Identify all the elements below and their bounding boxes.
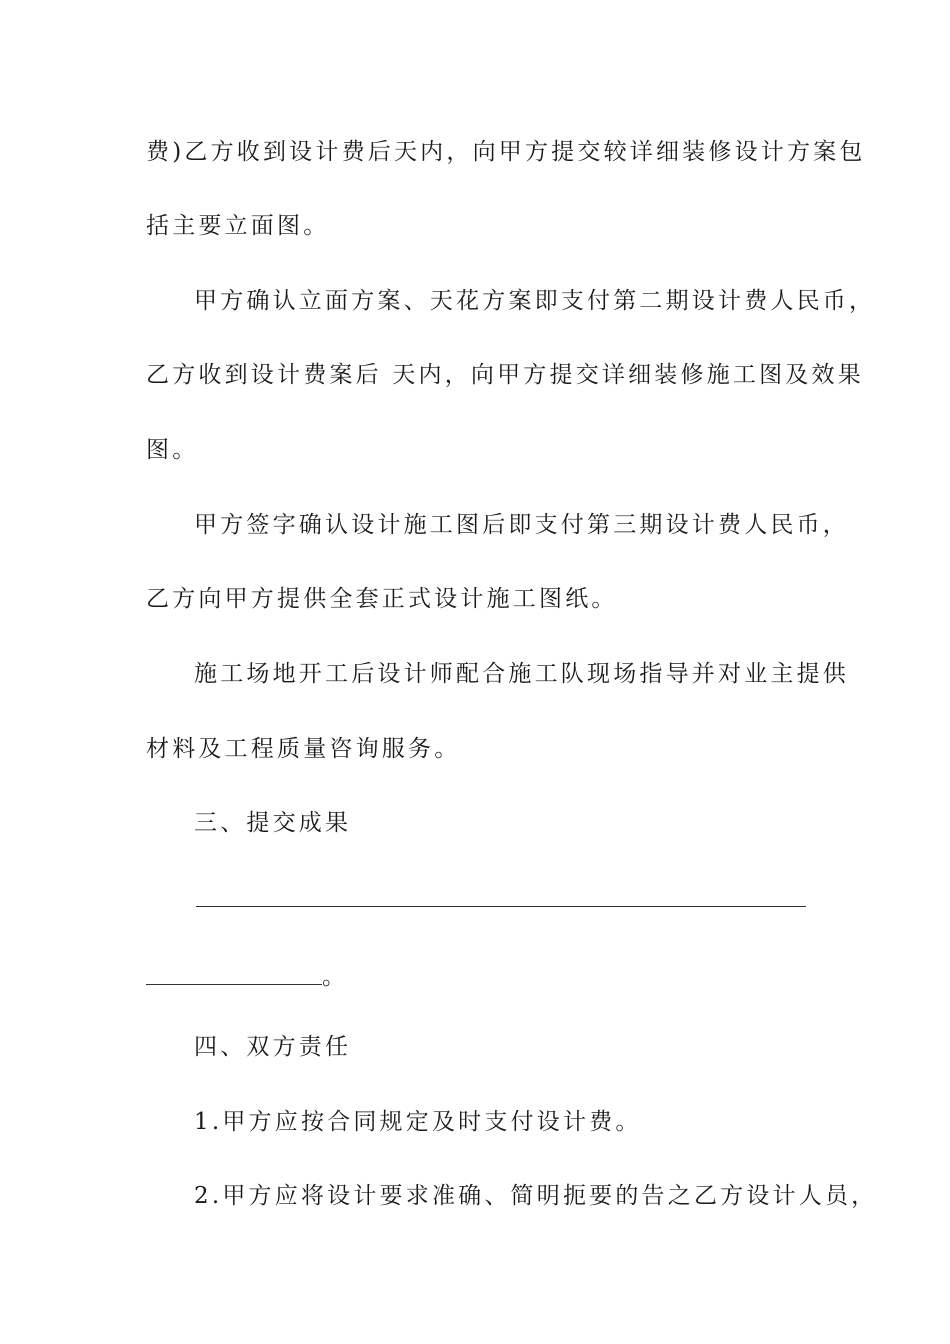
paragraph-line: 费)乙方收到设计费后天内，向甲方提交较详细装修设计方案包 — [146, 139, 866, 165]
list-item: 2.甲方应将设计要求准确、简明扼要的告之乙方设计人员， — [194, 1183, 878, 1209]
paragraph-line: 图。 — [146, 437, 199, 463]
paragraph-line: 施工场地开工后设计师配合施工队现场指导并对业主提供 — [194, 661, 849, 687]
fill-in-blank-line — [196, 906, 806, 907]
paragraph-line: 乙方向甲方提供全套正式设计施工图纸。 — [146, 586, 618, 612]
fill-in-blank-end — [146, 962, 345, 992]
blank-suffix: 。 — [322, 964, 345, 990]
paragraph-line: 乙方收到设计费案后 天内，向甲方提交详细装修施工图及效果 — [146, 362, 864, 388]
section-heading: 四、双方责任 — [194, 1034, 352, 1060]
paragraph-line: 甲方签字确认设计施工图后即支付第三期设计费人民币， — [194, 512, 849, 538]
fill-in-blank-line — [146, 984, 322, 985]
paragraph-line: 甲方确认立面方案、天花方案即支付第二期设计费人民币， — [194, 288, 876, 314]
list-item: 1.甲方应按合同规定及时支付设计费。 — [194, 1109, 642, 1135]
paragraph-line: 括主要立面图。 — [146, 213, 330, 239]
section-heading: 三、提交成果 — [194, 810, 352, 836]
paragraph-line: 材料及工程质量咨询服务。 — [146, 736, 461, 762]
